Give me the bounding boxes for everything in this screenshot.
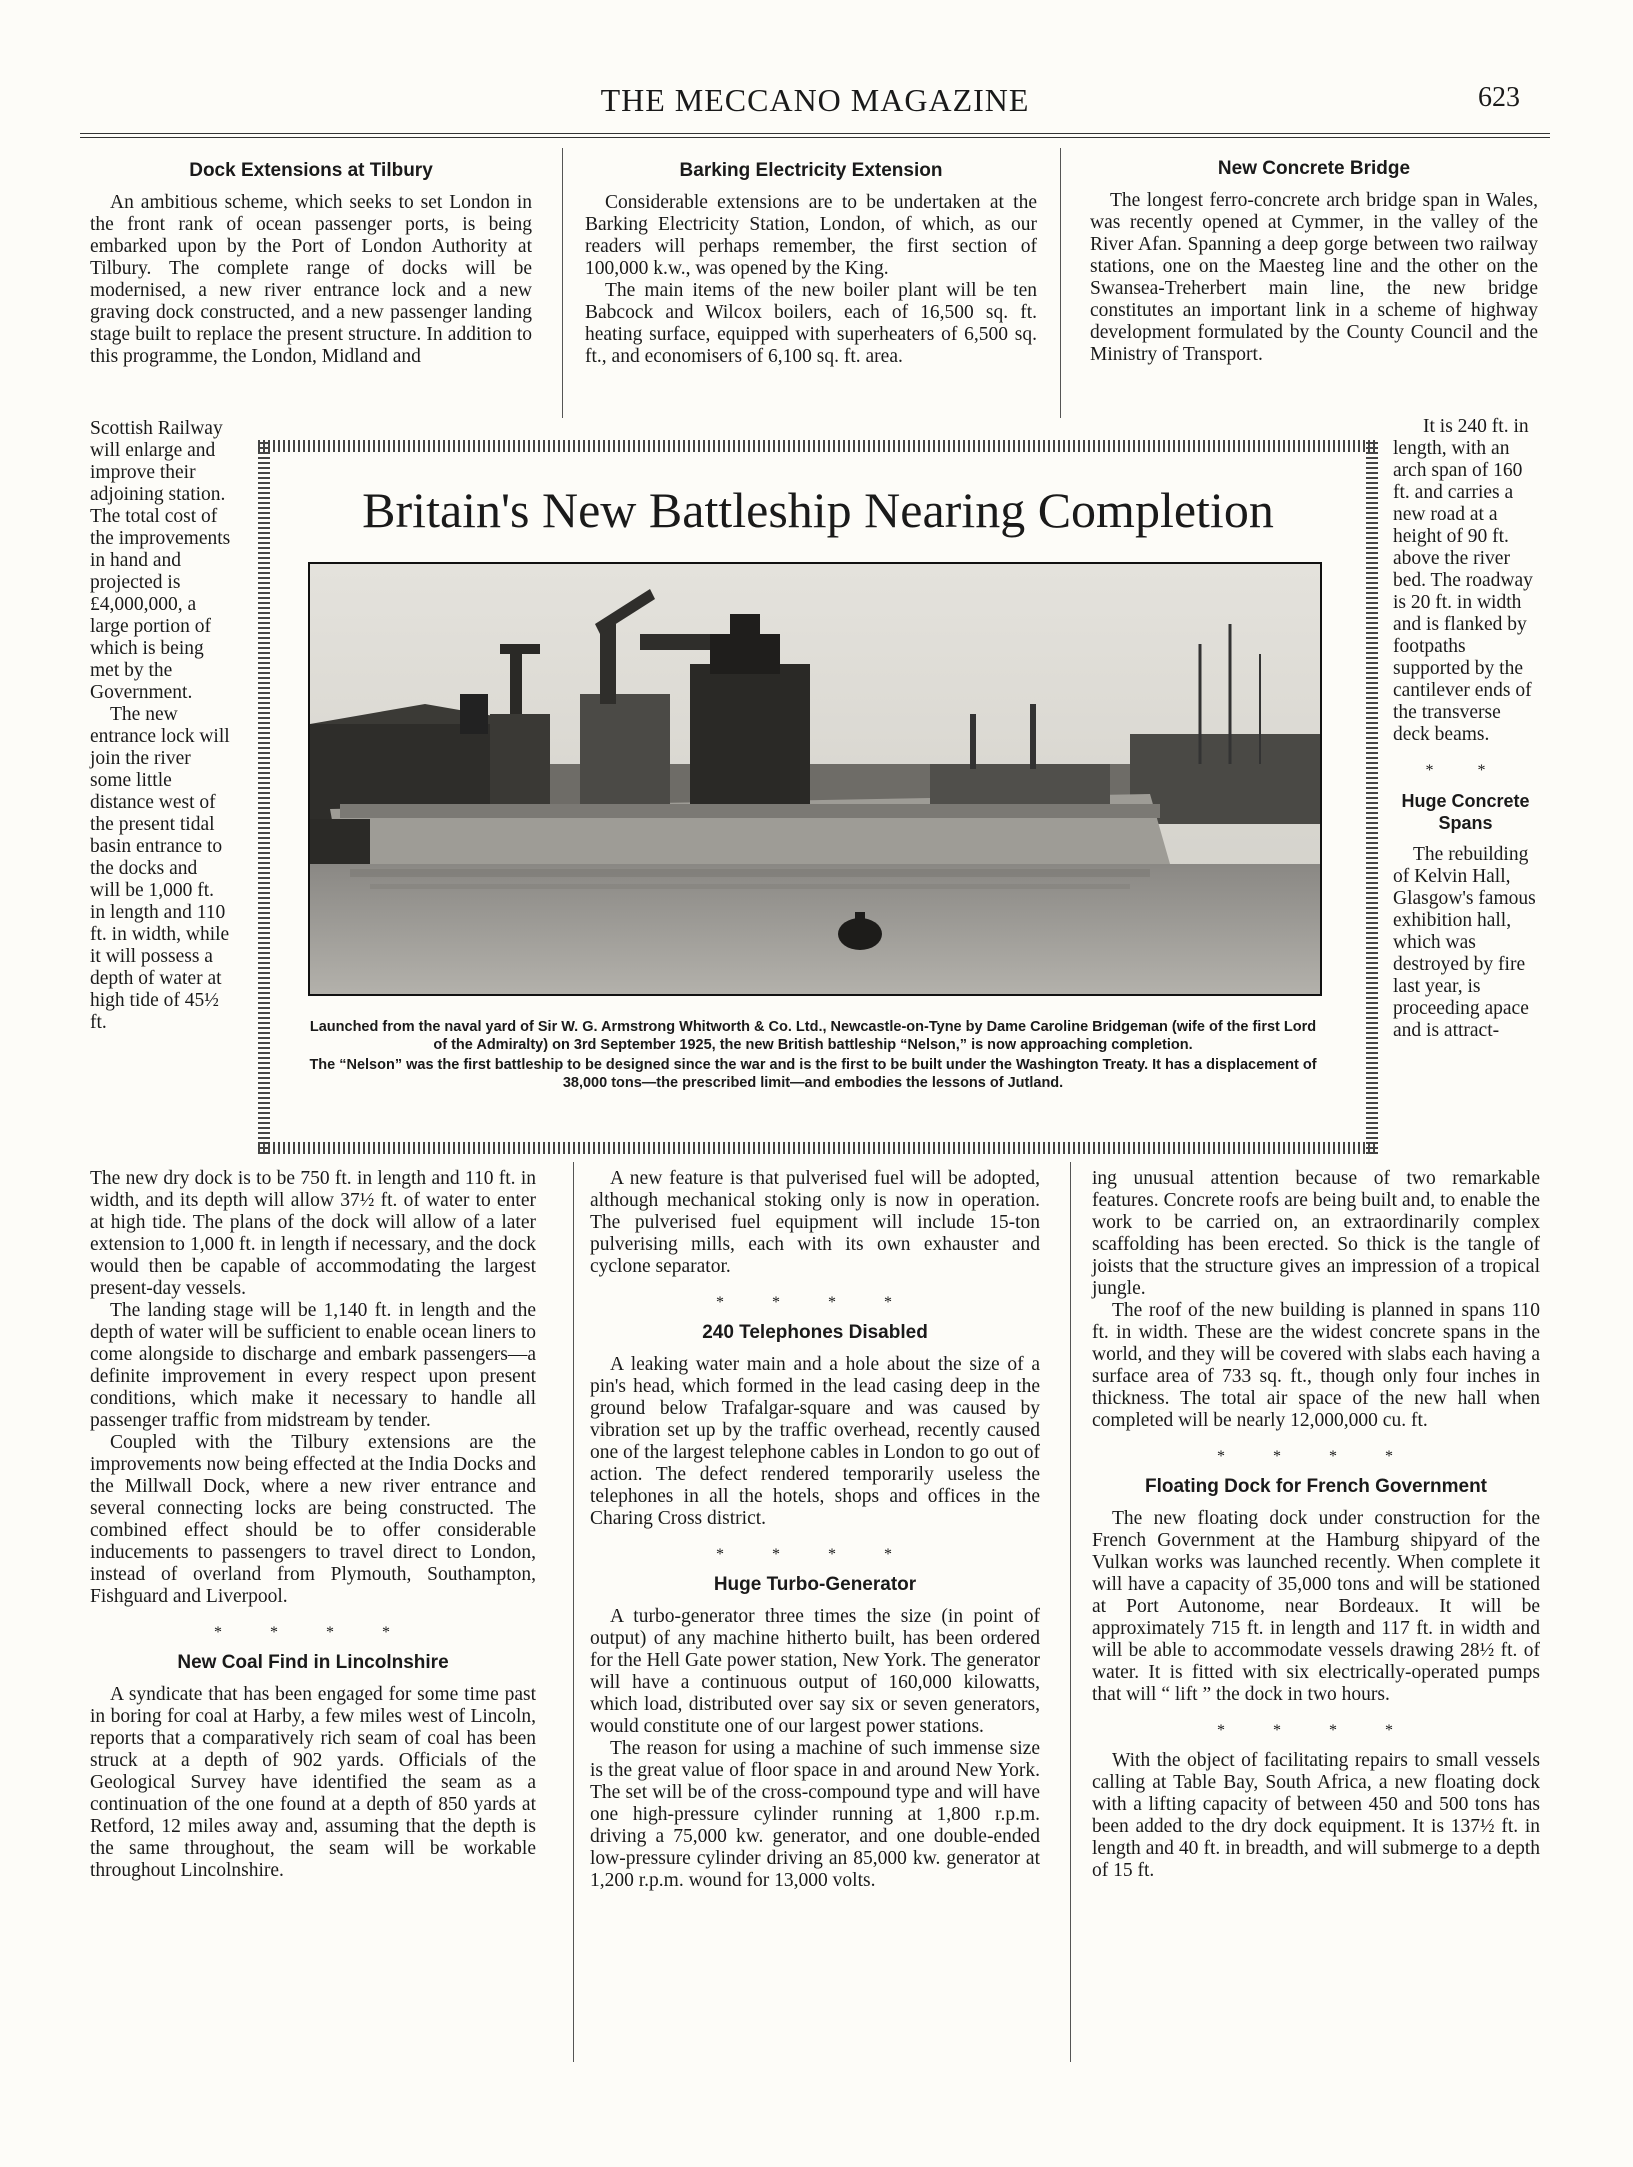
paragraph: With the object of facilitating repairs to small vessels calling at Table Bay, South Africa, a new floating dock with a lifting capacity of between 450 and 500 tons has been added to the dry dock equipment. It is 137½ ft. in length and 40 ft. in breadth, and will submerge to a depth of 15 ft. <box>1092 1750 1540 1881</box>
paragraph: The rebuilding of Kelvin Hall, Glasgow's famous exhibition hall, which was destroyed by fire last year, is proceeding apace and is attract- <box>1393 844 1536 1041</box>
paragraph: It is 240 ft. in length, with an arch span of 160 ft. and carries a new road at a height of 90 ft. above the river bed. The roadway is 20 ft. in width and is flanked by footpaths supported by the cantilever ends of the transverse deck beams. <box>1393 416 1533 745</box>
column-divider-4 <box>1070 1162 1071 2062</box>
paragraph: The landing stage will be 1,140 ft. in length and the depth of water will be sufficient to enable ocean liners to come alongside to discharge and embark passengers—a definite improvement in every respect upon present conditions, which make it necessary to handle all passenger traffic from midstream by tender. <box>90 1300 536 1431</box>
section-separator: * * <box>1425 762 1506 779</box>
header-rule <box>80 133 1550 134</box>
column-divider-2 <box>1060 148 1061 418</box>
magazine-title: THE MECCANO MAGAZINE <box>600 82 1030 118</box>
column-1-narrow <box>90 418 232 1034</box>
column-2-bottom <box>590 1168 1040 1892</box>
section-separator: * * * * <box>1217 1722 1415 1739</box>
paragraph: The new floating dock under construction for the French Government at the Hamburg shipyard of the Vulkan works was launched recently. When complete it will have a capacity of 35,000 tons and will be stationed at Port Autonome, near Bordeaux. It will be approximately 715 ft. in length and 117 ft. in width and will be able to accommodate vessels drawing 28½ ft. of water. It is fitted with six electrically-operated pumps that will “ lift ” the dock in two hours. <box>1092 1508 1540 1705</box>
paragraph: The roof of the new building is planned in spans 110 ft. in width. These are the widest concrete spans in the world, and they will be covered with slabs each having a surface area of 733 sq. ft., though only four inches in thickness. The total air space of the new hall when completed will be nearly 12,000,000 cu. ft. <box>1092 1300 1540 1431</box>
border-top <box>258 440 1378 452</box>
paragraph: A new feature is that pulverised fuel will be adopted, although mechanical stoking only is now in operation. The pulverised fuel equipment will include 15-ton pulverising mills, each with its own exhauster and cyclone separator. <box>590 1168 1040 1277</box>
feature-box <box>258 440 1378 1154</box>
heading-turbo-generator: Huge Turbo-Generator <box>713 1574 917 1595</box>
column-1-bottom <box>90 1168 536 1882</box>
border-bottom <box>258 1142 1378 1154</box>
caption-line-1: Launched from the naval yard of Sir W. G. Armstrong Whitworth & Co. Ltd., Newcastle-on-Tyne by Dame Caroline Bridgeman (wife of the first Lord of the Admiralty) on 3rd September 1925, the new British battleship “Nelson,” is now approaching completion. <box>309 1019 1317 1053</box>
column-3-narrow <box>1393 416 1538 1042</box>
paragraph: A syndicate that has been engaged for some time past in boring for coal at Harby, a few miles west of Lincoln, reports that a comparatively rich seam of coal has been struck at a depth of 902 yards. Officials of the Geological Survey have identified the seam as a continuation of the one found at a depth of 850 yards at Retford, 12 miles away and, assuming that the depth is the same throughout, the seam will be workable throughout Lincolnshire. <box>90 1684 536 1881</box>
column-divider-3 <box>573 1162 574 2062</box>
section-separator: * * * * <box>214 1624 412 1641</box>
column-3-bottom <box>1092 1168 1540 1882</box>
heading-barking: Barking Electricity Extension <box>679 160 943 181</box>
column-divider-1 <box>562 148 563 418</box>
paragraph: The new dry dock is to be 750 ft. in length and 110 ft. in width, and its depth will allow 37½ ft. of water to enter at high tide. The plans of the dock will allow of a later extension to 1,000 ft. in length if necessary, and the dock would then be capable of accommodating the largest present-day vessels. <box>90 1168 536 1299</box>
paragraph: A leaking water main and a hole about the size of a pin's head, which formed in the lead casing deep in the ground below Trafalgar-square and was caused by vibration set up by the traffic overhead, recently caused one of the largest telephone cables in London to go out of action. The defect rendered temporarily useless the telephones in all the hotels, shops and offices in the Charing Cross district. <box>590 1354 1040 1529</box>
heading-concrete-bridge: New Concrete Bridge <box>1217 158 1411 179</box>
heading-concrete-spans: Huge Concrete Spans <box>1401 791 1530 833</box>
paragraph: Scottish Railway will enlarge and improve their adjoining station. The total cost of the improvements in hand and projected is £4,000,000, a large portion of which is being met by the Government. <box>90 418 231 703</box>
page-number: 623 <box>1478 82 1520 113</box>
paragraph: The main items of the new boiler plant will be ten Babcock and Wilcox boilers, each of 16,500 sq. ft. heating surface, equipped with superheaters of 6,500 sq. ft., and economisers of 6,100 sq. ft. area. <box>585 280 1037 367</box>
heading-dock-extensions: Dock Extensions at Tilbury <box>189 160 433 181</box>
border-right <box>1366 440 1378 1154</box>
section-separator: * * * * <box>716 1294 914 1311</box>
section-separator: * * * * <box>1217 1448 1415 1465</box>
border-left <box>258 440 270 1154</box>
paragraph: Considerable extensions are to be undertaken at the Barking Electricity Station, London, of which, as our readers will perhaps remember, the first section of 100,000 k.w., was opened by the King. <box>585 192 1037 279</box>
heading-floating-dock: Floating Dock for French Government <box>1144 1476 1488 1497</box>
heading-telephones: 240 Telephones Disabled <box>702 1322 928 1343</box>
paragraph: The reason for using a machine of such immense size is the great value of floor space in and around New York. The set will be of the cross-compound type and will have one high-pressure cylinder running at 1,800 r.p.m. driving a 75,000 kw. generator, and one double-ended low-pressure cylinder driving an 85,000 kw. generator at 1,200 r.p.m. wound for 13,000 volts. <box>590 1738 1040 1891</box>
feature-headline: Britain's New Battleship Nearing Completion <box>362 482 1274 538</box>
paragraph: Coupled with the Tilbury extensions are the improvements now being effected at the India Docks and the Millwall Dock, where a new river entrance and several connecting locks are being constructed. The combined effect should be to offer considerable inducements to passengers to travel direct to London, instead of overland from Plymouth, Southampton, Fishguard and Liverpool. <box>90 1432 536 1607</box>
paragraph: The longest ferro-concrete arch bridge span in Wales, was recently opened at Cymmer, in the valley of the River Afan. Spanning a deep gorge between two railway stations, one on the Maesteg line and the other on the Swansea-Treherbert main line, the new bridge constitutes an important link in a scheme of highway development formulated by the County Council and the Ministry of Transport. <box>1090 190 1538 365</box>
caption-line-2: The “Nelson” was the first battleship to be designed since the war and is the first to be built under the Washington Treaty. It has a displacement of 38,000 tons—the prescribed limit—and embodies the lessons of Jutland. <box>309 1057 1317 1091</box>
paragraph: ing unusual attention because of two remarkable features. Concrete roofs are being built and, to enable the work to be carried on, an extraordinarily complex scaffolding has been erected. So thick is the tangle of joists that the structure gives an impression of a tropical jungle. <box>1092 1168 1540 1299</box>
paragraph: A turbo-generator three times the size (in point of output) of any machine hitherto built, has been ordered for the Hell Gate power station, New York. The generator will have a continuous output of 160,000 kilowatts, which load, distributed over say six or seven generators, would constitute one of our largest power stations. <box>590 1606 1040 1737</box>
heading-coal-find: New Coal Find in Lincolnshire <box>177 1652 449 1673</box>
battleship-illustration <box>310 564 1320 994</box>
photo-caption <box>308 1018 1318 1094</box>
masthead <box>80 82 1550 128</box>
paragraph: The new entrance lock will join the river some little distance west of the present tidal basin entrance to the docks and will be 1,000 ft. in length and 110 ft. in width, while it will possess a depth of water at high tide of 45½ ft. <box>90 704 230 1033</box>
section-separator: * * * * <box>716 1546 914 1563</box>
paragraph: An ambitious scheme, which seeks to set London in the front rank of ocean passenger ports, is being embarked upon by the Port of London Authority at Tilbury. The complete range of docks will be modernised, a new river entrance lock and a new graving dock constructed, and a new passenger landing stage built to replace the present structure. In addition to this programme, the London, Midland and <box>90 192 532 367</box>
battleship-photo <box>308 562 1322 996</box>
column-2-top <box>585 160 1037 368</box>
header-rule-2 <box>80 137 1550 138</box>
column-1-top <box>90 160 532 368</box>
column-3-top <box>1090 158 1538 366</box>
